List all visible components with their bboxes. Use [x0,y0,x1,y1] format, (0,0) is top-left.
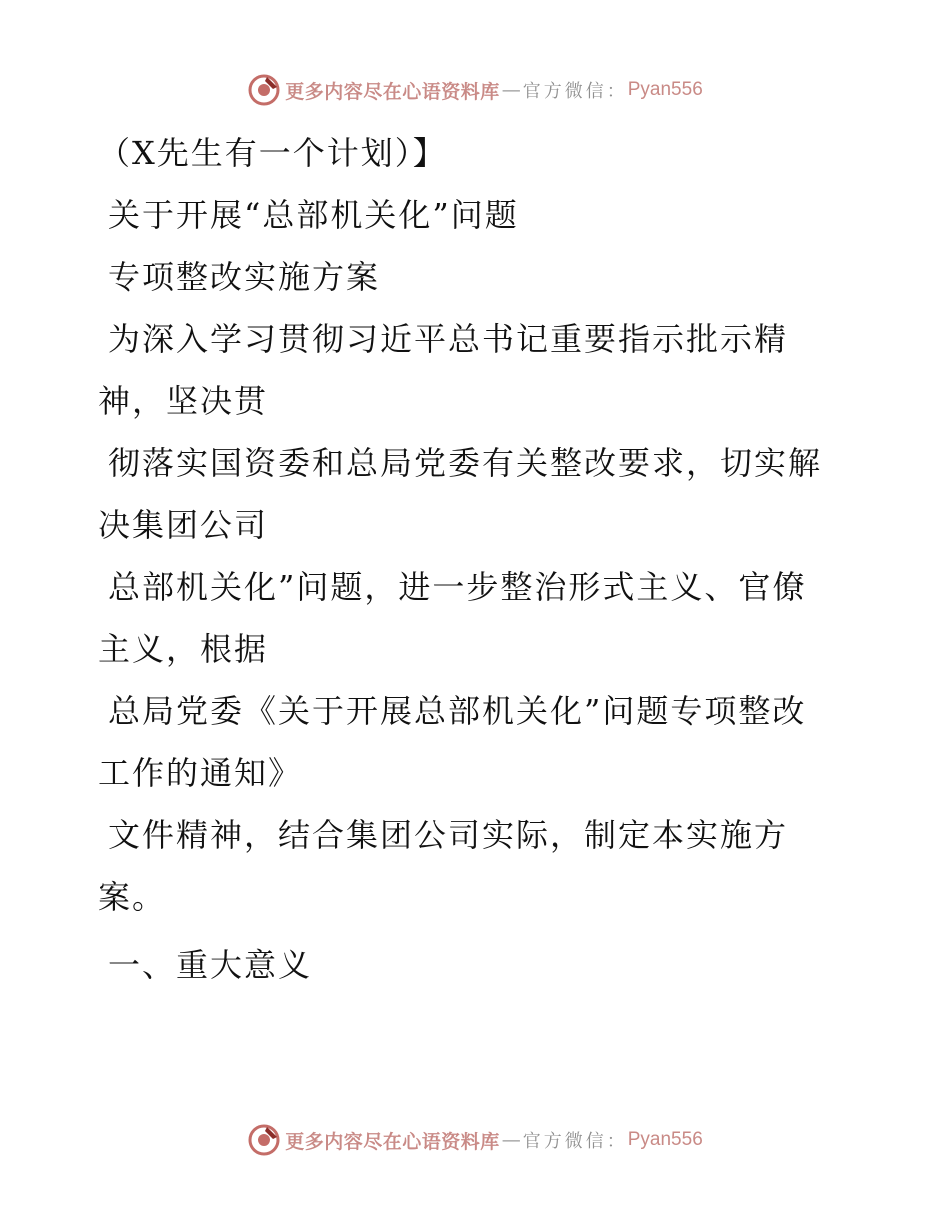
watermark-wechat-id: Pyan556 [627,79,703,100]
watermark-header [0,70,950,110]
watermark-main-text: 更多内容尽在心语资料库 [285,80,500,103]
document-line: 为深入学习贯彻习近平总书记重要指示批示精 [108,320,789,358]
watermark-wechat-label: 官方微信： [522,1131,628,1152]
document-line: 文件精神，结合集团公司实际，制定本实施方 [108,816,789,854]
watermark-main-text: 更多内容尽在心语资料库 [285,1130,500,1153]
document-line: 工作的通知》 [98,754,303,792]
watermark-footer [0,1120,950,1160]
watermark-wechat-label: 官方微信： [522,81,628,102]
document-line: 主义，根据 [98,630,269,668]
document-line: 总部机关化”问题，进一步整治形式主义、官僚 [108,568,807,606]
brand-logo-icon [247,1123,281,1157]
document-line: 案。 [98,878,167,916]
document-body [98,122,838,996]
document-line: （X先生有一个计划）】 [98,134,447,172]
document-line: 神，坚决贯 [98,382,269,420]
document-title-line-1: 关于开展“总部机关化”问题 [108,196,519,234]
watermark-dash: — [501,1129,521,1151]
brand-logo-icon [247,73,281,107]
document-line: 彻落实国资委和总局党委有关整改要求，切实解 [108,444,823,482]
section-heading: 一、重大意义 [108,946,313,984]
watermark-wechat-id: Pyan556 [627,1129,703,1150]
watermark-dash: — [501,79,521,101]
document-title-line-2: 专项整改实施方案 [108,258,381,296]
document-line: 决集团公司 [98,506,269,544]
document-line: 总局党委《关于开展总部机关化”问题专项整改 [108,692,807,730]
